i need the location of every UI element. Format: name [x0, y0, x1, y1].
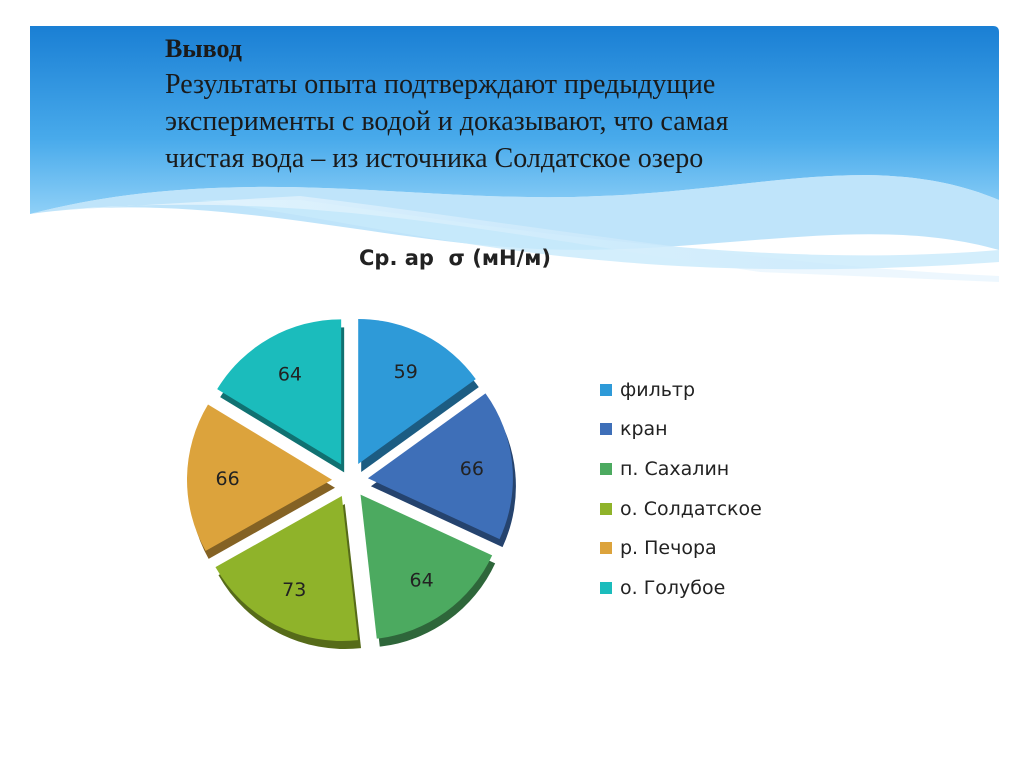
legend-label-5: о. Голубое	[620, 576, 726, 599]
legend-swatch-5	[600, 582, 612, 594]
legend-item-0	[600, 370, 762, 410]
slide-body-line-3: чистая вода – из источника Солдатское озеро	[165, 143, 704, 174]
pie-data-label-3: 73	[282, 578, 307, 601]
slide-text	[165, 32, 885, 177]
legend-item-3	[600, 489, 762, 529]
legend-swatch-1	[600, 423, 612, 435]
legend-swatch-2	[600, 463, 612, 475]
legend-swatch-4	[600, 542, 612, 554]
legend-swatch-0	[600, 384, 612, 396]
slide-title: Вывод	[165, 34, 242, 63]
slide-body-line-1: Результаты опыта подтверждают предыдущие	[165, 69, 716, 100]
legend-label-2: п. Сахалин	[620, 457, 730, 480]
legend-label-4: р. Печора	[620, 537, 717, 560]
pie-data-label-1: 66	[459, 458, 484, 481]
pie-data-label-4: 66	[215, 468, 240, 491]
legend-item-2	[600, 449, 762, 489]
pie-data-label-2: 64	[409, 569, 434, 592]
chart-title: Ср. ар σ (мН/м)	[359, 246, 551, 270]
chart-legend	[600, 370, 762, 608]
legend-label-3: о. Солдатское	[620, 497, 762, 520]
pie-chart	[150, 300, 570, 660]
legend-item-1	[600, 410, 762, 450]
legend-label-0: фильтр	[620, 378, 696, 401]
legend-label-1: кран	[620, 418, 668, 441]
legend-swatch-3	[600, 503, 612, 515]
slide-body-line-2: эксперименты с водой и доказывают, что самая	[165, 106, 729, 137]
legend-item-4	[600, 528, 762, 568]
legend-item-5	[600, 568, 762, 608]
pie-data-label-5: 64	[277, 363, 303, 386]
pie-data-label-0: 59	[393, 361, 418, 384]
